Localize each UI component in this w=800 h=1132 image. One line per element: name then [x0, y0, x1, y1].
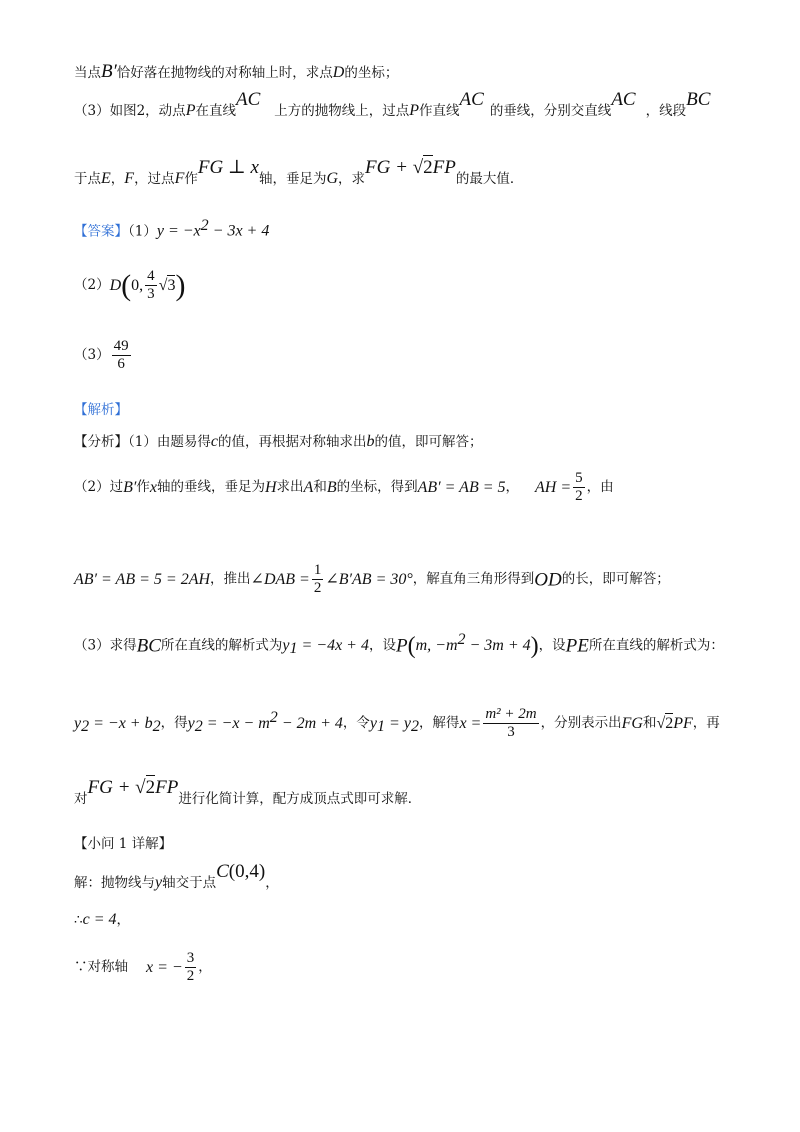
detail-line-1: 解：抛物线与y轴交于点C(0,4)，	[74, 861, 279, 891]
fraction-3-2: $\frac{3}{2}$	[186, 950, 195, 985]
answer-1	[74, 218, 269, 240]
math-d: D	[332, 64, 345, 81]
math-sqrt3: 3	[167, 276, 176, 294]
analysis-line-3: AB′ = AB = 5 = 2AH，推出∠DAB = $\frac{1}{2}$ ∠B′AB = 30°，解直角三角形得到OD的长，即可解答；	[74, 562, 670, 597]
math-ab-eq: AB′ = AB = 5	[417, 478, 506, 496]
fraction-49-6: $\frac{49}{6}$	[113, 338, 129, 373]
fraction-x: $\frac{\text{m² + 2m}}{3}$	[485, 706, 537, 741]
fraction-5-2: $\frac{5}{2}$	[575, 470, 583, 505]
text: 恰好落在抛物线的对称轴上时，求点	[116, 65, 333, 81]
analysis-line-4: （3）求得BC所在直线的解析式为$y_1 = -4x + 4$，设P(m, $-m^2 - 3m + 4$)，设PE所在直线的解析式为：	[74, 631, 724, 659]
math-sqrt2: 2	[423, 157, 433, 178]
label: （3）	[74, 347, 110, 363]
analysis-line-6: 对FG + √2FP进行化简计算，配方成顶点式即可求解．	[74, 777, 422, 807]
math-exp: 2	[200, 217, 209, 234]
math-fg-perp: FG ⊥ x	[197, 157, 259, 178]
fraction-1-2: $\frac{1}{2}$	[313, 562, 322, 597]
math-answer-1-rest: − 3x + 4	[208, 222, 270, 240]
text: 作	[184, 171, 198, 187]
detail-line-3: ∵对称轴 x = − $\frac{3}{2}$ ，	[74, 950, 212, 985]
math-f: F	[174, 170, 185, 187]
text: 的坐标；	[344, 65, 399, 81]
math-p: P	[185, 102, 196, 119]
text: 轴，垂足为	[258, 171, 327, 187]
detail-line-2: ∴c = 4，	[74, 911, 130, 928]
text: 的垂线，分别交直线	[489, 103, 612, 119]
math-fp: FP	[432, 157, 456, 178]
detail-tag: 【小问 1 详解】	[74, 836, 173, 852]
math-b: b	[366, 433, 375, 450]
math-d: D	[109, 276, 122, 294]
math-c: c	[210, 433, 218, 450]
text: （3）如图2，动点	[74, 103, 186, 119]
answer-3	[74, 338, 133, 374]
math-answer-1: y = −x	[156, 222, 201, 240]
math-ac: AC	[235, 89, 261, 110]
math-bprime: B′	[101, 61, 117, 82]
text-line-3: 于点E，F，过点F作FG ⊥ x轴，垂足为G，求FG + √2FP的最大值．	[74, 157, 524, 187]
math-ac: AC	[459, 89, 484, 110]
text: 的最大值．	[455, 171, 524, 187]
text: ，	[110, 171, 125, 187]
label: （1）	[128, 223, 157, 240]
math-ac: AC	[611, 89, 636, 110]
math-e: E	[101, 170, 111, 187]
math-f: F	[124, 170, 135, 187]
math-fg-plus: FG +	[365, 157, 413, 178]
text-line-1	[74, 62, 398, 81]
answer-tag: 【答案】	[74, 223, 128, 240]
math-g: G	[326, 170, 339, 187]
text: ，过点	[134, 171, 175, 187]
analysis-line-5: $y_2 = -x + b_2$，得$y_2 = -x - m^2 - 2m + 4$，令$y_1 = y_2$，解得x = $\frac{\text{m² + 2m}}{3}$ ，分别表示出FG和√2PF，再	[74, 706, 720, 741]
text: ，求	[338, 171, 366, 187]
analysis-line-2: （2）过B′作x轴的垂线，垂足为H求出A和B的坐标，得到AB′ = AB = 5， AH = $\frac{5}{2}$ ，由	[74, 470, 614, 505]
answer-2: （2）D(0, $\frac{4}{3}$ √3)	[74, 268, 186, 303]
math-zero: 0,	[131, 276, 144, 294]
text: 于点	[74, 171, 101, 187]
fraction-4-3: $\frac{4}{3}$	[147, 268, 155, 303]
analysis-tag: 【解析】	[74, 402, 128, 418]
math-bc: BC	[686, 89, 711, 110]
text: 上方的抛物线上，过点	[274, 103, 410, 119]
label: （2）	[74, 277, 110, 293]
text: 当点	[74, 65, 101, 81]
text: ，线段	[645, 103, 687, 119]
text: 作直线	[419, 103, 460, 119]
math-p: P	[409, 102, 420, 119]
text-line-2	[74, 89, 711, 119]
text: 在直线	[195, 103, 236, 119]
analysis-line-1: 【分析】（1）由题易得c的值，再根据对称轴求出b的值，即可解答；	[74, 433, 483, 450]
